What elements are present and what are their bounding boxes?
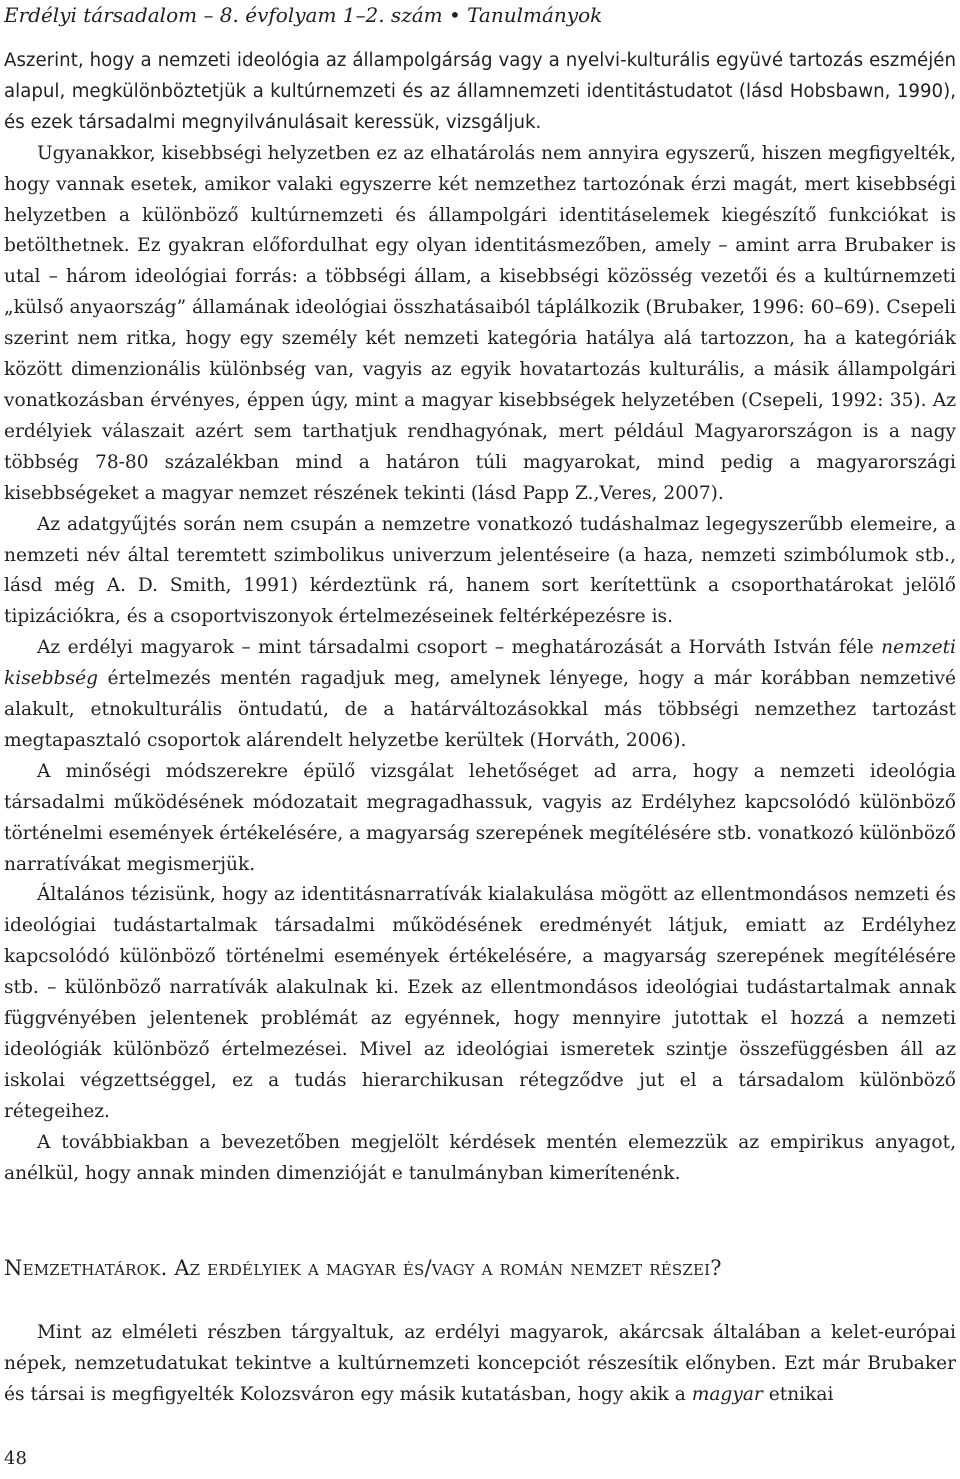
paragraph-2: Ugyanakkor, kisebbségi helyzetben ez az elhatárolás nem annyira egyszerű, hiszen megfigyelték, hogy vannak esetek, amikor valaki egyszerre két nemzethez tartozónak érzi magát, mert kisebbségi helyzetben a különböző kultúrnemzeti és állampolgári identitáselemek kiegészítő funkciókat is betölthetnek. Ez gyakran előfordulhat egy olyan identitásmezőben, amely – amint arra Brubaker is utal – három ideológiai forrás: a többségi állam, a kisebbségi közösség vezetői és a kultúrnemzeti „külső anyaország” államának ideológiai összhatásaiból táplálkozik (Brubaker, 1996: 60–69). Csepeli szerint nem ritka, hogy egy személy két nemzeti kategória hatálya alá tartozzon, ha a kategóriák között dimenzionális különbség van, vagyis az egyik hovatartozás kulturális, a másik állampolgári vonatkozásban érvényes, éppen úgy, mint a magyar kisebbségek helyzetében (Csepeli, 1992: 35). Az erdélyiek válaszait azért sem tarthatjuk rendhagyónak, mert például Magyarországon is a nagy többség 78-80 százalékban mind a határon túli magyarokat, mind pedig a magyarországi kisebbségeket a magyar nemzet részének tekinti (lásd Papp Z.,Veres, 2007).	[4, 142, 956, 504]
section-paragraph-italic-term: magyar	[691, 1383, 763, 1405]
paragraph-4-text-after: értelmezés mentén ragadjuk meg, amelynek lényege, hogy a már korábban nemzetivé alakult, etnokulturális öntudatú, de a határváltozásokkal más többségi nemzethez tartozást megtapasztaló csoportok alárendelt helyzetbe kerültek (Horváth, 2006).	[4, 668, 956, 751]
paragraph-6: Általános tézisünk, hogy az identitásnarratívák kialakulása mögött az ellentmondásos nemzeti és ideológiai tudástartalmak társadalmi működésének eredményét látjuk, emiatt az Erdélyhez kapcsolódó különböző történelmi események értékelésére, a magyarság szerepének megítélésére stb. – különböző narratívák alakulnak ki. Ezek az ellentmondásos ideológiai tudástartalmak annak függvényében jelentenek problémát az egyénnek, hogy mennyire jutottak el hozzá a nemzeti ideológiák különböző értelmezései. Mivel az ideológiai ismeretek szintje összefüggésben áll az iskolai végzettséggel, ez a tudás hierarchikusan rétegződve jut el a társadalom különböző rétegeihez.	[4, 884, 956, 1122]
article-body	[4, 46, 956, 1190]
paragraph-4	[4, 633, 956, 757]
section-paragraph-text-after: etnikai	[762, 1383, 834, 1405]
paragraph-3: Az adatgyűjtés során nem csupán a nemzetre vonatkozó tudáshalmaz legegyszerűbb elemeire, a nemzeti név által teremtett szimbolikus univerzum jelentéseire (a haza, nemzeti szimbólumok stb., lásd még A. D. Smith, 1991) kérdeztünk rá, hanem sort kerítettünk a csoporthatárokat jelölő tipizációkra, és a csoportviszonyok értelmezéseinek feltérképezésre is.	[4, 513, 956, 628]
paragraph-4-text-before: Az erdélyi magyarok – mint társadalmi csoport – meghatározását a Horváth István féle	[37, 637, 882, 659]
paragraph-5: A minőségi módszerekre épülő vizsgálat lehetőséget ad arra, hogy a nemzeti ideológia társadalmi működésének módozatait megragadhassuk, vagyis az Erdélyhez kapcsolódó különböző történelmi események értékelésére, a magyarság szerepének megítélésére stb. vonatkozó különböző narratívákat megismerjük.	[4, 760, 957, 875]
section-heading: Nemzethatárok. Az erdélyiek a magyar és/vagy a román nemzet részei?	[4, 1256, 722, 1280]
paragraph-4-italic-term: nemzeti kisebbség	[4, 637, 956, 690]
section-paragraph-1	[4, 1318, 956, 1411]
page-number: 48	[4, 1448, 27, 1469]
section-paragraph-text-before: Mint az elméleti részben tárgyaltuk, az erdélyi magyarok, akárcsak általában a kelet-európai népek, nemzetudatukat tekintve a kultúrnemzeti koncepciót részesítik előnyben. Ezt már Brubaker és társai is megfigyelték Kolozsváron egy másik kutatásban, hogy akik a	[4, 1322, 956, 1405]
paragraph-7: A továbbiakban a bevezetőben megjelölt kérdések mentén elemezzük az empirikus anyagot, anélkül, hogy annak minden dimenzióját e tanulmányban kimerítenénk.	[4, 1131, 956, 1184]
running-head: Erdélyi társadalom – 8. évfolyam 1–2. szám • Tanulmányok	[4, 3, 603, 27]
paragraph-1: Aszerint, hogy a nemzeti ideológia az állampolgárság vagy a nyelvi-kulturális együvé tartozás eszméjén alapul, megkülönböztetjük a kultúrnemzeti és az államnemzeti identitástudatot (lásd Hobsbawn, 1990), és ezek társadalmi megnyilvánulásait keressük, vizsgáljuk.	[4, 50, 956, 133]
section-body	[4, 1318, 956, 1411]
